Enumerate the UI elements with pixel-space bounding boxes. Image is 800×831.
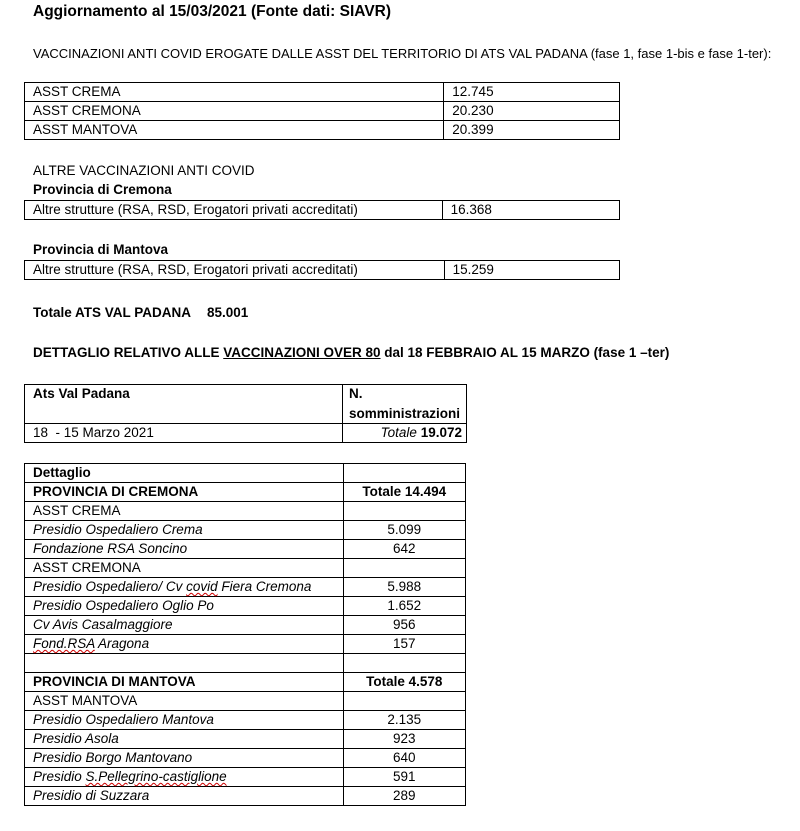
table-row <box>25 787 466 806</box>
summary-col2-header <box>343 385 467 424</box>
page-title: Aggiornamento al 15/03/2021 (Fonte dati: SIAVR) <box>33 3 392 20</box>
presidio-name: Cv Avis Casalmaggiore <box>25 616 344 635</box>
presidio-name: Presidio Ospedaliero Oglio Po <box>25 597 344 616</box>
presidio-name: Presidio Ospedaliero Mantova <box>25 711 344 730</box>
table-row <box>25 261 620 280</box>
summary-col2-header-line2: somministrazioni <box>349 406 461 421</box>
summary-total-label: Totale <box>380 425 417 440</box>
province-label: PROVINCIA DI CREMONA <box>25 483 344 502</box>
province-label: PROVINCIA DI MANTOVA <box>25 673 344 692</box>
presidio-value: 1.652 <box>343 597 465 616</box>
province-mantova-heading: Provincia di Mantova <box>33 242 169 257</box>
presidio-value: 923 <box>343 730 465 749</box>
province-cremona-heading: Provincia di Cremona <box>33 182 172 197</box>
empty-cell <box>343 464 465 483</box>
presidio-name: Presidio Borgo Mantovano <box>25 749 344 768</box>
summary-col2-header-line1: N. <box>349 386 363 401</box>
asst-value: 20.230 <box>444 102 620 121</box>
table-row <box>25 597 466 616</box>
asst-name: ASST CREMA <box>25 83 444 102</box>
asst-subheading: ASST CREMONA <box>25 559 344 578</box>
presidio-name <box>25 768 344 787</box>
altre-heading: ALTRE VACCINAZIONI ANTI COVID <box>33 163 255 178</box>
presidio-value: 5.988 <box>343 578 465 597</box>
presidio-value: 157 <box>343 635 465 654</box>
table-row <box>25 730 466 749</box>
altre-label: Altre strutture (RSA, RSD, Erogatori privati accreditati) <box>25 261 445 280</box>
summary-total <box>343 424 467 443</box>
presidio-value: 5.099 <box>343 521 465 540</box>
table-row <box>25 768 466 787</box>
summary-total-value: 19.072 <box>420 425 462 440</box>
presidio-name: Presidio Ospedaliero Crema <box>25 521 344 540</box>
province-total: Totale 14.494 <box>343 483 465 502</box>
asst-subheading: ASST MANTOVA <box>25 692 344 711</box>
altre-value: 15.259 <box>444 261 619 280</box>
totale-value: 85.001 <box>207 305 249 320</box>
table-row <box>25 521 466 540</box>
empty-cell <box>343 654 465 673</box>
presidio-value: 591 <box>343 768 465 787</box>
table-row <box>25 483 466 502</box>
table-row <box>25 201 620 220</box>
dettaglio-heading-underlined: VACCINAZIONI OVER 80 <box>223 345 381 360</box>
table-row <box>25 540 466 559</box>
dettaglio-heading-post: dal 18 FEBBRAIO AL 15 MARZO (fase 1 –ter) <box>380 345 670 360</box>
table-row <box>25 502 466 521</box>
empty-cell <box>343 502 465 521</box>
table-row <box>25 102 620 121</box>
table-row <box>25 673 466 692</box>
table-row <box>25 121 620 140</box>
empty-cell <box>25 654 344 673</box>
presidio-name-pre: Presidio <box>33 769 86 784</box>
presidio-name-wavy: S.Pellegrino-castiglione <box>85 769 227 784</box>
presidio-value: 2.135 <box>343 711 465 730</box>
summary-period: 18 - 15 Marzo 2021 <box>25 424 343 443</box>
table-row <box>25 711 466 730</box>
presidio-name: Presidio di Suzzara <box>25 787 344 806</box>
asst-name: ASST CREMONA <box>25 102 444 121</box>
presidio-value: 289 <box>343 787 465 806</box>
table-row <box>25 559 466 578</box>
presidio-name-post: Aragona <box>94 636 150 651</box>
intro-text: VACCINAZIONI ANTI COVID EROGATE DALLE ASST DEL TERRITORIO DI ATS VAL PADANA (fase 1, fase 1-bis e fase 1-ter): <box>33 46 772 61</box>
presidio-name-wavy: covid <box>186 579 218 594</box>
presidio-name-wavy: Fond.RSA <box>33 636 95 651</box>
presidio-value: 640 <box>343 749 465 768</box>
presidio-name <box>25 635 344 654</box>
empty-cell <box>343 559 465 578</box>
presidio-name-post: Fiera Cremona <box>217 579 312 594</box>
asst-table <box>24 82 620 140</box>
summary-table <box>24 384 467 443</box>
province-total: Totale 4.578 <box>343 673 465 692</box>
detail-header: Dettaglio <box>25 464 344 483</box>
presidio-value: 642 <box>343 540 465 559</box>
totale-line <box>33 304 248 321</box>
altre-cremona-table <box>24 200 620 220</box>
presidio-name-pre: Presidio Ospedaliero/ Cv <box>33 579 187 594</box>
presidio-value: 956 <box>343 616 465 635</box>
asst-name: ASST MANTOVA <box>25 121 444 140</box>
table-row <box>25 692 466 711</box>
dettaglio-heading <box>33 344 669 361</box>
presidio-name: Fondazione RSA Soncino <box>25 540 344 559</box>
table-row <box>25 749 466 768</box>
table-row <box>25 654 466 673</box>
asst-value: 12.745 <box>444 83 620 102</box>
table-row <box>25 635 466 654</box>
detail-table <box>24 463 466 806</box>
presidio-name <box>25 578 344 597</box>
asst-subheading: ASST CREMA <box>25 502 344 521</box>
presidio-name: Presidio Asola <box>25 730 344 749</box>
table-row <box>25 385 467 424</box>
altre-label: Altre strutture (RSA, RSD, Erogatori privati accreditati) <box>25 201 443 220</box>
dettaglio-heading-pre: DETTAGLIO RELATIVO ALLE <box>33 345 224 360</box>
table-row <box>25 578 466 597</box>
asst-value: 20.399 <box>444 121 620 140</box>
altre-value: 16.368 <box>442 201 619 220</box>
altre-mantova-table <box>24 260 620 280</box>
table-row <box>25 616 466 635</box>
table-row <box>25 464 466 483</box>
table-row <box>25 83 620 102</box>
empty-cell <box>343 692 465 711</box>
totale-label: Totale ATS VAL PADANA <box>33 305 192 320</box>
summary-col1-header: Ats Val Padana <box>25 385 343 424</box>
table-row <box>25 424 467 443</box>
